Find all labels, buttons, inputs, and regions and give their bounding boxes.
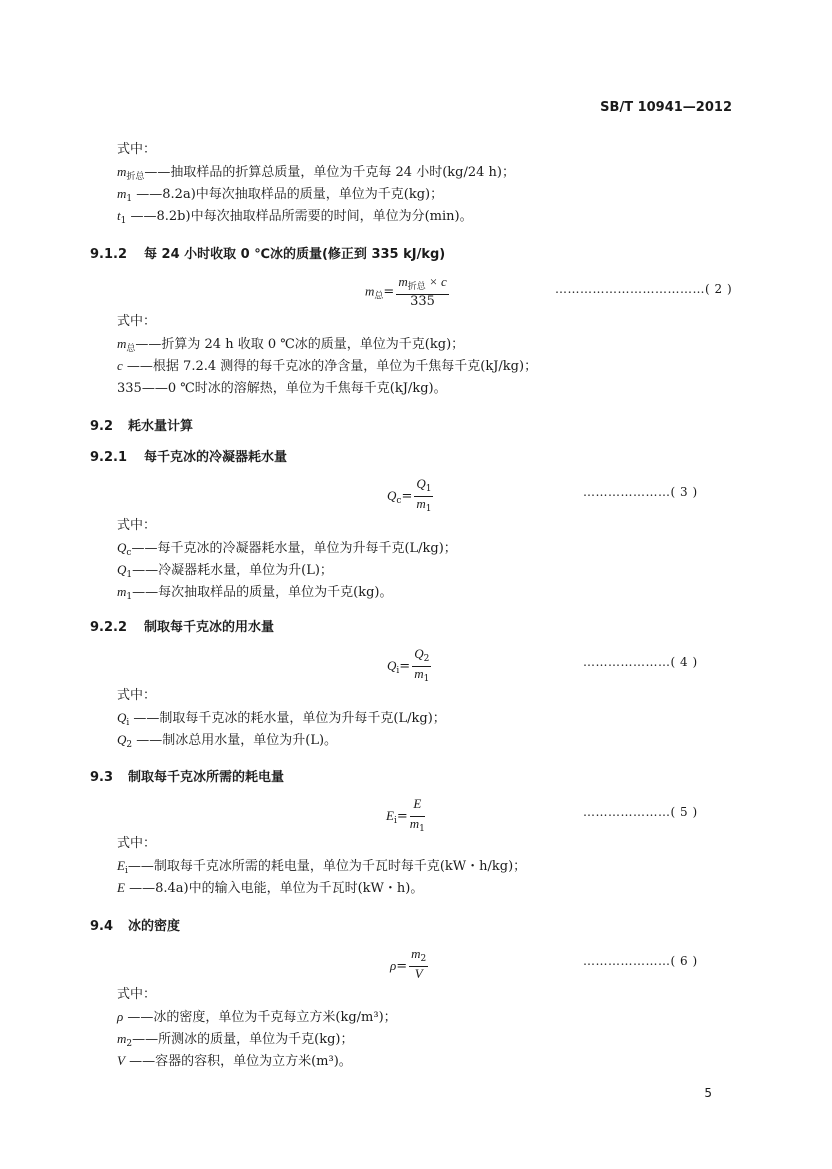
section-heading-9-2-2: 9.2.2 制取每千克冰的用水量	[90, 620, 275, 635]
where-label: 式中：	[117, 688, 157, 703]
definition-line: $Q_1——$冷凝器耗水量，单位为升(L)；	[117, 562, 333, 580]
definition-line: c ——根据 7.2.4 测得的每千克冰的净含量，单位为千焦每千克(kJ/kg)；	[117, 358, 538, 374]
formula-2: $m_总=$ $\frac{m_{折总} \times c}{335}$	[365, 274, 447, 309]
definition-line: $m_{折总}——$抽取样品的折算总质量，单位为千克每 24 小时(kg/24 h)；	[117, 164, 515, 182]
definition-line: $m_1——$每次抽取样品的质量，单位为千克(kg)。	[117, 584, 393, 602]
section-heading-9-2: 9.2 耗水量计算	[90, 419, 194, 434]
formula-5: $E_i=$ $\frac{E}{m_1}$	[386, 796, 425, 834]
section-heading-9-1-2: 9.1.2 每 24 小时收取 0 ℃冰的质量(修正到 335 kJ/kg)	[90, 247, 446, 262]
where-label: 式中：	[117, 142, 157, 157]
equation-number: …………………( 6 )	[583, 954, 698, 968]
definition-line: $Q_c——$每千克冰的冷凝器耗水量，单位为升每千克(L/kg)；	[117, 540, 457, 558]
section-heading-9-3: 9.3 制取每千克冰所需的耗电量	[90, 770, 285, 785]
page-number: 5	[704, 1086, 712, 1100]
equation-number: …………………( 5 )	[583, 805, 698, 819]
definition-line: $t_1$ ——8.2b)中每次抽取样品所需要的时间，单位为分(min)。	[117, 208, 473, 226]
formula-4: $Q_i=$ $\frac{Q_2}{m_1}$	[387, 646, 430, 684]
where-label: 式中：	[117, 518, 157, 533]
formula-6: ρ= $\frac{m_2}{V}$	[390, 946, 427, 981]
definition-line: $m_2——$所测冰的质量，单位为千克(kg)；	[117, 1031, 354, 1049]
where-label: 式中：	[117, 836, 157, 851]
definition-line: ρ ——冰的密度，单位为千克每立方米(kg/m³)；	[117, 1009, 397, 1025]
definition-line: $E_i——$制取每千克冰所需的耗电量，单位为千瓦时每千克(kW・h/kg)；	[117, 858, 527, 876]
definition-line: $m_总——$折算为 24 h 收取 0 ℃冰的质量，单位为千克(kg)；	[117, 336, 465, 354]
definition-line: E ——8.4a)中的输入电能，单位为千瓦时(kW・h)。	[117, 880, 424, 896]
equation-number: …………………( 4 )	[583, 655, 698, 669]
definition-line: V ——容器的容积，单位为立方米(m³)。	[117, 1053, 352, 1069]
definition-line: $Q_i$ ——制取每千克冰的耗水量，单位为升每千克(L/kg)；	[117, 710, 446, 728]
standard-code-header: SB/T 10941—2012	[600, 100, 732, 115]
section-heading-9-2-1: 9.2.1 每千克冰的冷凝器耗水量	[90, 450, 288, 465]
definition-line: $Q_2$ ——制冰总用水量，单位为升(L)。	[117, 732, 338, 750]
where-label: 式中：	[117, 987, 157, 1002]
section-heading-9-4: 9.4 冰的密度	[90, 919, 181, 934]
definition-line: 335——0 ℃时冰的溶解热，单位为千焦每千克(kJ/kg)。	[117, 381, 447, 396]
equation-number: …………………( 3 )	[583, 485, 698, 499]
where-label: 式中：	[117, 314, 157, 329]
equation-number: ………………………………( 2 )	[555, 282, 733, 296]
formula-3: $Q_c=$ $\frac{Q_1}{m_1}$	[387, 476, 432, 514]
definition-line: $m_1$ ——8.2a)中每次抽取样品的质量，单位为千克(kg)；	[117, 186, 444, 204]
